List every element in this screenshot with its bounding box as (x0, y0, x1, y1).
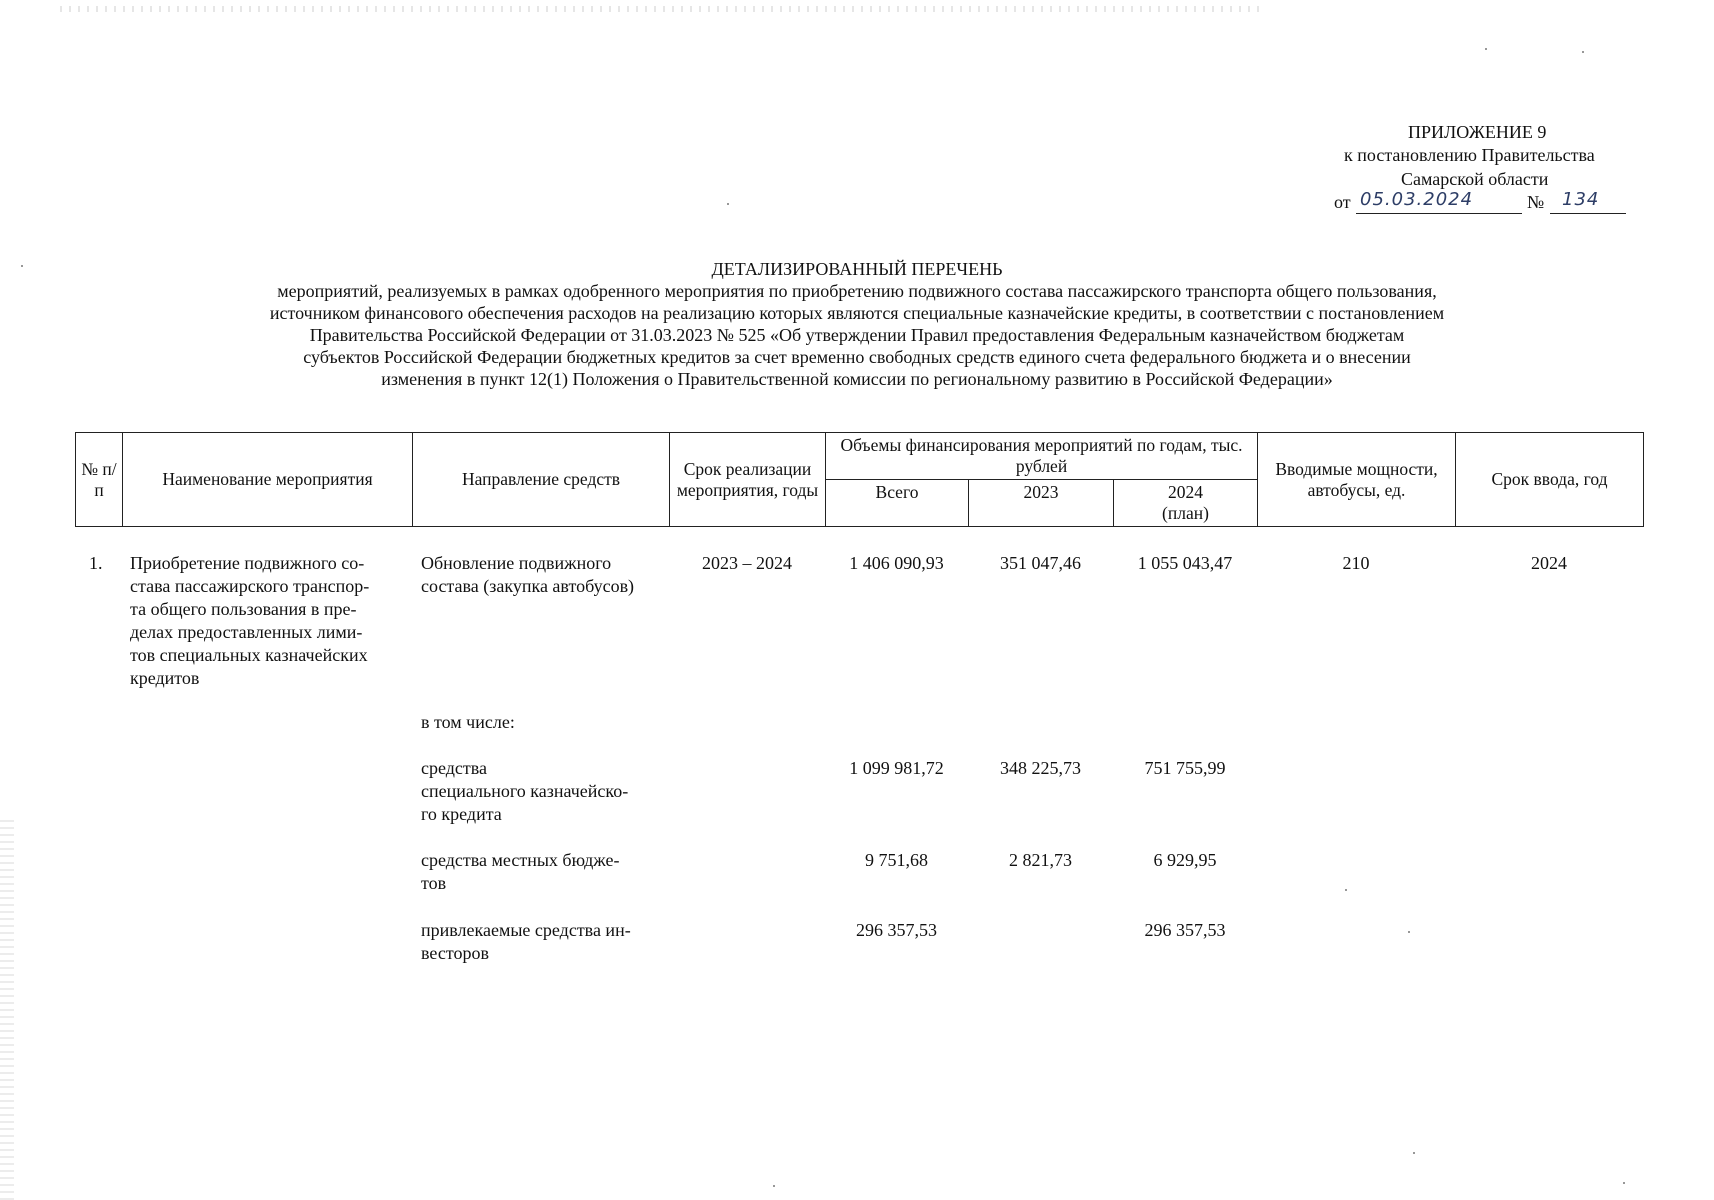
subrow-2023: 348 225,73 (1000, 758, 1081, 778)
handwritten-date: 05.03.2024 (1360, 189, 1474, 210)
subrow-label-line: тов (421, 873, 447, 893)
subtitle-line: изменения в пункт 12(1) Положения о Правительственной комиссии по региональному развитию в Российской Федерации» (381, 369, 1333, 389)
including-label: в том числе: (421, 712, 515, 732)
number-underline (1550, 213, 1626, 214)
header-direction: Направление средств (413, 433, 670, 527)
subrow-label-line: специального казначейско- (421, 781, 629, 801)
subrow-2024: 6 929,95 (1153, 850, 1217, 870)
row-total: 1 406 090,93 (849, 553, 944, 573)
scan-speck (773, 1185, 775, 1187)
appendix-line-2: Самарской области (1401, 169, 1549, 189)
subrow-2024: 751 755,99 (1144, 758, 1226, 778)
header-num: № п/п (76, 433, 123, 527)
number-prefix: № (1527, 192, 1545, 212)
subrow-label-line: го кредита (421, 804, 502, 824)
header-name: Наименование мероприятия (123, 433, 413, 527)
subrow-total: 296 357,53 (856, 920, 937, 940)
subrow-label-line: весторов (421, 943, 489, 963)
document-heading: ДЕТАЛИЗИРОВАННЫЙ ПЕРЕЧЕНЬ (711, 259, 1003, 279)
document-title-block (0, 258, 1714, 390)
row-name-line: тов специальных казначейских (130, 645, 368, 665)
handwritten-number: 134 (1562, 189, 1600, 210)
row-direction-line: состава (закупка автобусов) (421, 576, 635, 596)
subrow-label-line: привлекаемые средства ин- (421, 920, 631, 940)
date-prefix: от (1334, 192, 1351, 212)
subtitle-line: Правительства Российской Федерации от 31.03.2023 № 525 «Об утверждении Правил предоставления Федеральным казначейством бюджетам (309, 325, 1405, 345)
row-name-line: става пассажирского транспор- (130, 576, 370, 596)
row-direction (421, 552, 671, 598)
header-commission: Срок ввода, год (1456, 433, 1644, 527)
date-underline (1356, 213, 1522, 214)
subrow-label-line: средства (421, 758, 488, 778)
subrow-2024: 296 357,53 (1144, 920, 1226, 940)
scan-speck (1582, 51, 1584, 53)
subtitle-line: источником финансового обеспечения расходов на реализацию которых являются специальные казначейские кредиты, в соответствии с постановлением (269, 303, 1445, 323)
row-name-line: делах предоставленных лими- (130, 622, 363, 642)
subrow-total: 1 099 981,72 (849, 758, 944, 778)
row-num: 1. (89, 553, 103, 573)
header-2024 (1114, 480, 1258, 527)
row-name-line: Приобретение подвижного со- (130, 553, 365, 573)
scan-speck (1623, 1182, 1625, 1184)
row-capacity: 210 (1342, 553, 1370, 573)
header-total: Всего (826, 480, 969, 527)
row-name-line: та общего пользования в пре- (130, 599, 357, 619)
subrow-total: 9 751,68 (865, 850, 928, 870)
subtitle-line: субъектов Российской Федерации бюджетных кредитов за счет временно свободных средств единого счета федерального бюджета и о внесении (303, 347, 1411, 367)
subrow-label (421, 757, 671, 826)
funding-table-header (75, 432, 1644, 527)
subrow-label (421, 849, 671, 895)
scan-speck (1408, 931, 1410, 933)
header-period: Срок реализации мероприятия, годы (670, 433, 826, 527)
scan-speck (1413, 1152, 1415, 1154)
row-2023: 351 047,46 (1000, 553, 1081, 573)
scan-noise-edge (0, 820, 14, 1200)
row-period: 2023 – 2024 (702, 553, 792, 573)
row-direction-line: Обновление подвижного (421, 553, 612, 573)
row-2024: 1 055 043,47 (1137, 553, 1233, 573)
header-2023: 2023 (969, 480, 1114, 527)
appendix-line-1: к постановлению Правительства (1344, 145, 1595, 165)
row-commission: 2024 (1531, 553, 1567, 573)
subrow-label (421, 919, 671, 965)
subrow-2023: 2 821,73 (1009, 850, 1072, 870)
row-name (130, 552, 415, 690)
header-funding-group: Объемы финансирования мероприятий по годам, тыс. рублей (826, 433, 1258, 480)
appendix-title: ПРИЛОЖЕНИЕ 9 (1408, 122, 1547, 142)
scan-speck (727, 203, 729, 205)
header-2024-year: 2024 (1168, 482, 1203, 502)
scan-speck (1345, 889, 1347, 891)
row-name-line: кредитов (130, 668, 200, 688)
scan-speck (1485, 48, 1487, 50)
header-capacity: Вводимые мощности, автобусы, ед. (1258, 433, 1456, 527)
scan-noise-top (60, 6, 1260, 12)
subtitle-line: мероприятий, реализуемых в рамках одобренного мероприятия по приобретению подвижного состава пассажирского транспорта общего пользования, (277, 281, 1437, 301)
header-2024-note: (план) (1162, 503, 1209, 523)
scan-speck (21, 265, 23, 267)
subrow-label-line: средства местных бюдже- (421, 850, 620, 870)
